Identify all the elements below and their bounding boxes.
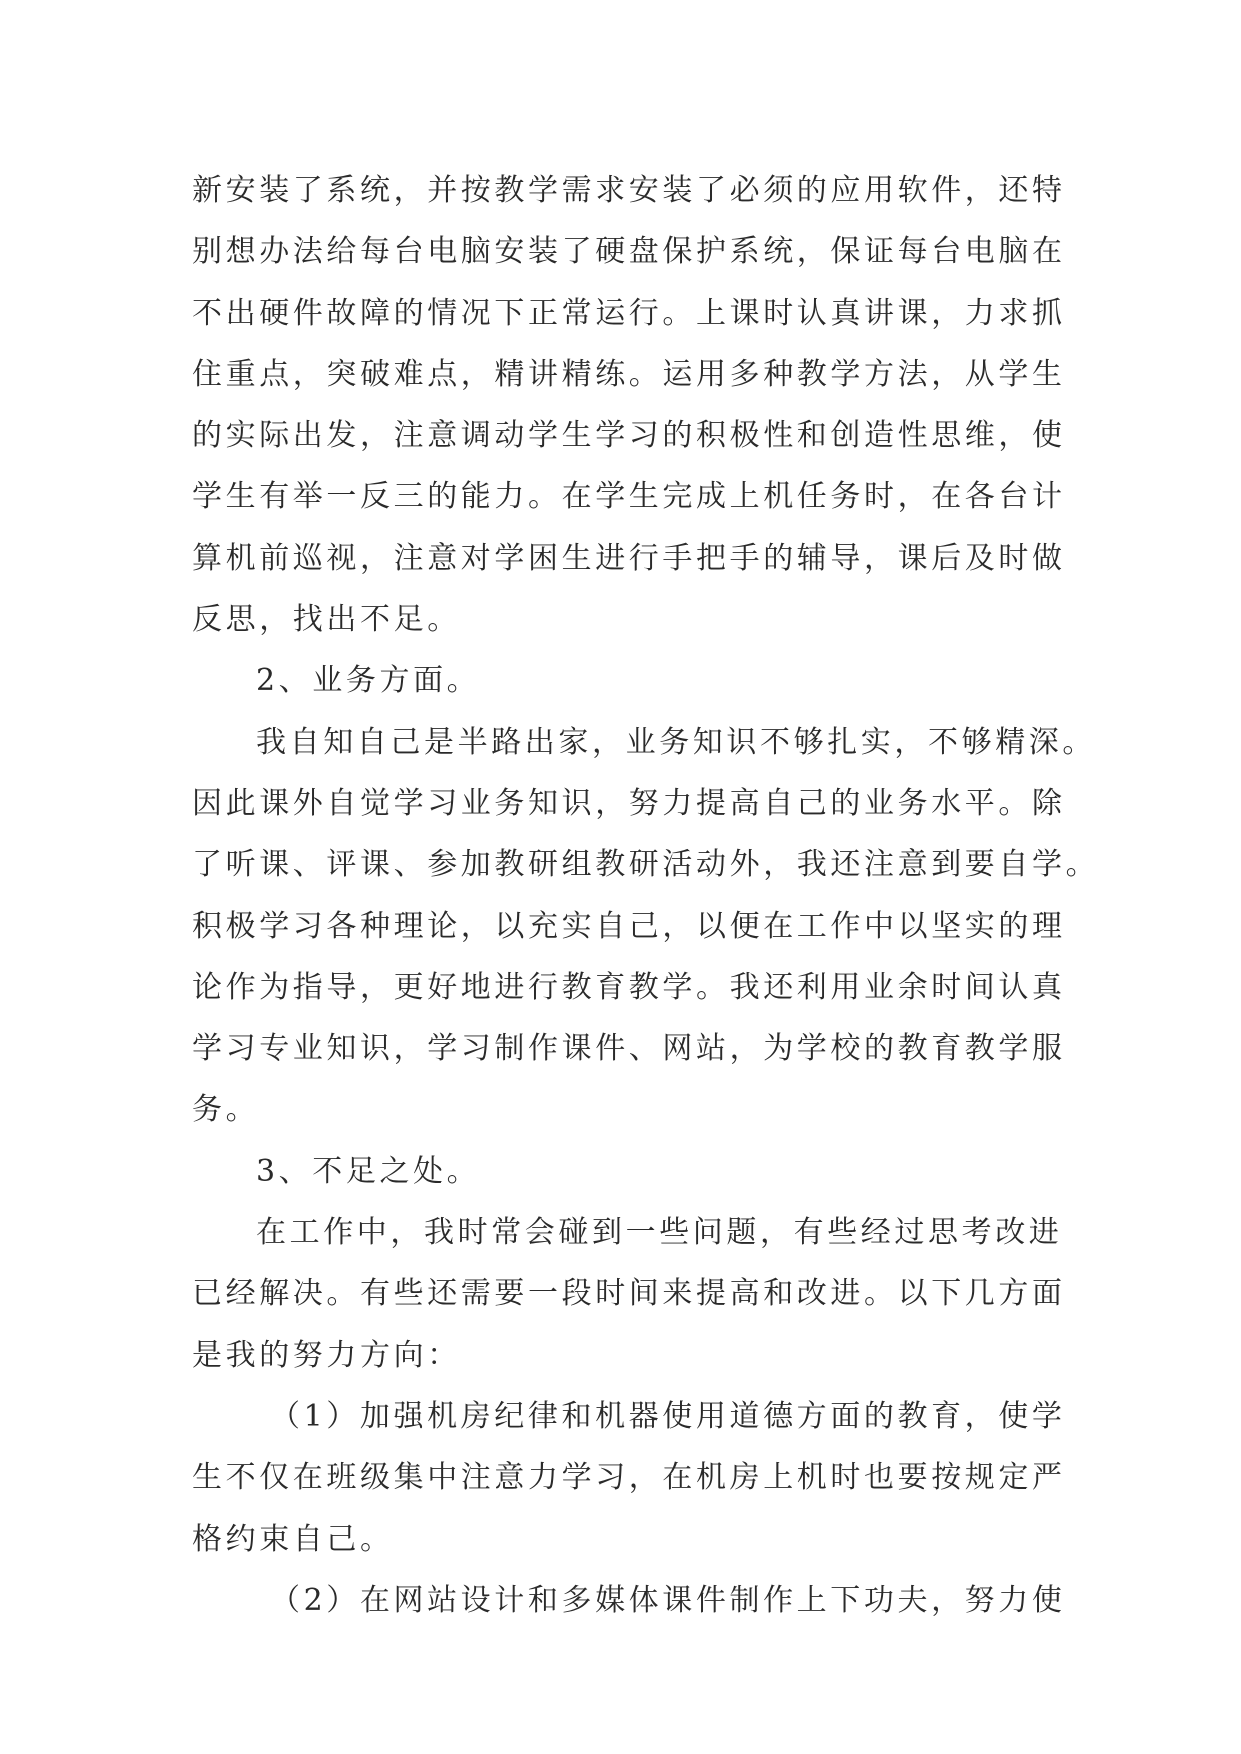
text-line: 务。 [192,1092,260,1128]
section-heading: 2、业务方面。 [256,663,481,699]
text-line: 是我的努力方向： [192,1337,461,1373]
text-line: 不出硬件故障的情况下正常运行。上课时认真讲课，力求抓 [192,295,1066,331]
text-line: 住重点，突破难点，精讲精练。运用多种教学方法，从学生 [192,356,1066,392]
text-line: 的实际出发，注意调动学生学习的积极性和创造性思维，使 [192,418,1066,454]
list-item-first-line: （1）加强机房纪律和机器使用道德方面的教育，使学 [270,1398,1066,1434]
document-body [192,160,1100,1631]
paragraph-first-line: 在工作中，我时常会碰到一些问题，有些经过思考改进 [256,1215,1063,1251]
text-line: 学生有举一反三的能力。在学生完成上机任务时，在各台计 [192,479,1066,515]
text-line: 反思，找出不足。 [192,602,461,638]
text-line: 积极学习各种理论，以充实自己，以便在工作中以坚实的理 [192,908,1066,944]
section-heading: 3、不足之处。 [256,1153,481,1189]
text-line: 别想办法给每台电脑安装了硬盘保护系统，保证每台电脑在 [192,234,1066,270]
text-line: 已经解决。有些还需要一段时间来提高和改进。以下几方面 [192,1276,1066,1312]
text-line: 了听课、评课、参加教研组教研活动外，我还注意到要自学。 [192,847,1100,883]
text-line: 学习专业知识，学习制作课件、网站，为学校的教育教学服 [192,1031,1066,1067]
paragraph-first-line: 我自知自己是半路出家，业务知识不够扎实，不够精深。 [256,724,1096,760]
text-line: 论作为指导，更好地进行教育教学。我还利用业余时间认真 [192,969,1066,1005]
text-line: 生不仅在班级集中注意力学习，在机房上机时也要按规定严 [192,1460,1066,1496]
list-item-first-line: （2）在网站设计和多媒体课件制作上下功夫，努力使 [270,1582,1066,1618]
text-line: 因此课外自觉学习业务知识，努力提高自己的业务水平。除 [192,785,1066,821]
text-line: 格约束自己。 [192,1521,394,1557]
text-line: 新安装了系统，并按教学需求安装了必须的应用软件，还特 [192,173,1066,208]
text-line: 算机前巡视，注意对学困生进行手把手的辅导，课后及时做 [192,540,1066,576]
